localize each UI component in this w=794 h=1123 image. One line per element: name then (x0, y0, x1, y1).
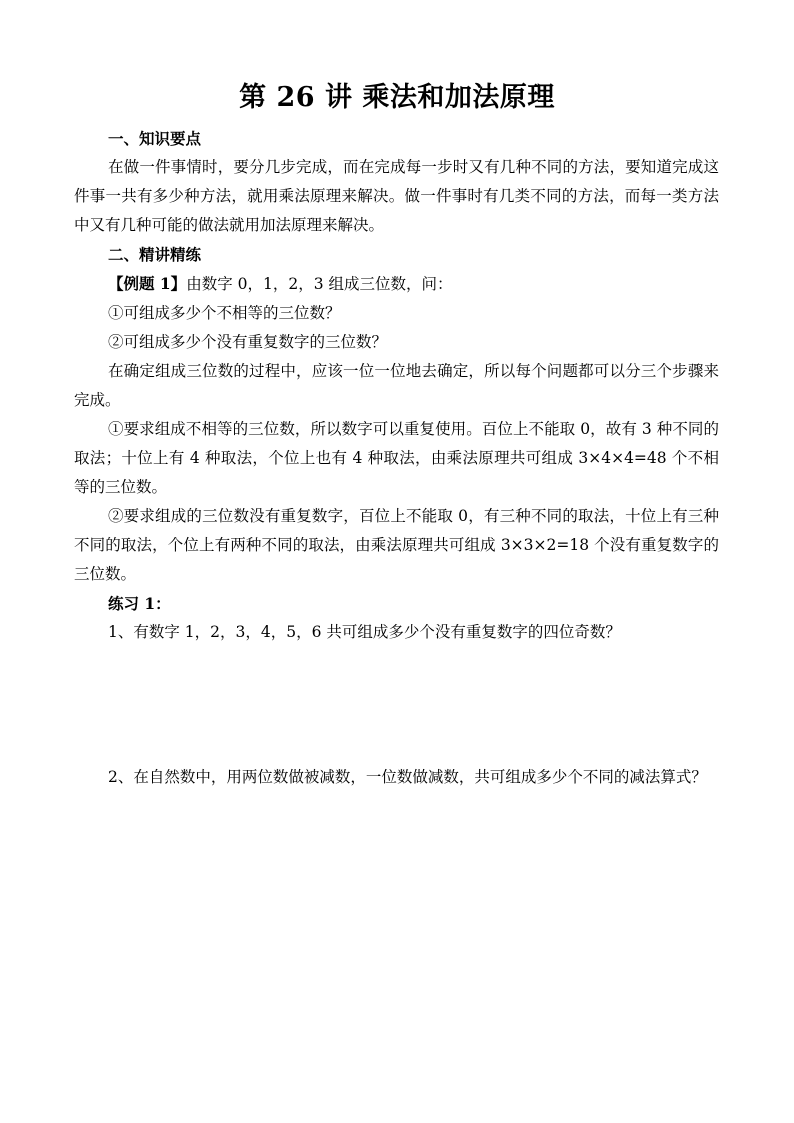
example-1-answer-1: ①要求组成不相等的三位数，所以数字可以重复使用。百位上不能取 0，故有 3 种不同的取法；十位上有 4 种取法，个位上也有 4 种取法，由乘法原理共可组成 3×4×4=48 个不相等的三位数。 (74, 420, 719, 496)
practice-1-label: 练习 1： (108, 594, 171, 613)
example-1-answer-2: ②要求组成的三位数没有重复数字，百位上不能取 0，有三种不同的取法，十位上有三种不同的取法，个位上有两种不同的取法，由乘法原理共可组成 3×3×2=18 个没有重复数字的三位数。 (74, 507, 719, 583)
knowledge-paragraph: 在做一件事情时，要分几步完成，而在完成每一步时又有几种不同的方法，要知道完成这件事一共有多少种方法，就用乘法原理来解决。做一件事时有几类不同的方法，而每一类方法中又有几种可能的做法就用加法原理来解决。 (74, 158, 719, 234)
example-1-subquestion-1: ①可组成多少个不相等的三位数？ (108, 304, 341, 322)
practice-1-item-1: 1、有数字 1，2，3，4，5，6 共可组成多少个没有重复数字的四位奇数？ (108, 623, 621, 641)
document-body (74, 124, 719, 792)
page-title: 第 26 讲 乘法和加法原理 (239, 82, 555, 113)
example-1-question-text: 由数字 0，1，2，3 组成三位数，问： (186, 275, 453, 293)
example-1-subquestion-2: ②可组成多少个没有重复数字的三位数？ (108, 333, 388, 351)
example-1-analysis: 在确定组成三位数的过程中，应该一位一位地去确定，所以每个问题都可以分三个步骤来完成。 (74, 362, 719, 409)
section-heading-practice: 二、精讲精练 (108, 245, 202, 264)
example-1-label: 【例题 1】 (108, 274, 187, 293)
answer-space-1 (74, 647, 719, 763)
section-heading-knowledge: 一、知识要点 (108, 129, 202, 148)
example-1-question (74, 269, 719, 299)
practice-1-item-2: 2、在自然数中，用两位数做被减数，一位数做减数，共可组成多少个不同的减法算式？ (108, 768, 707, 786)
